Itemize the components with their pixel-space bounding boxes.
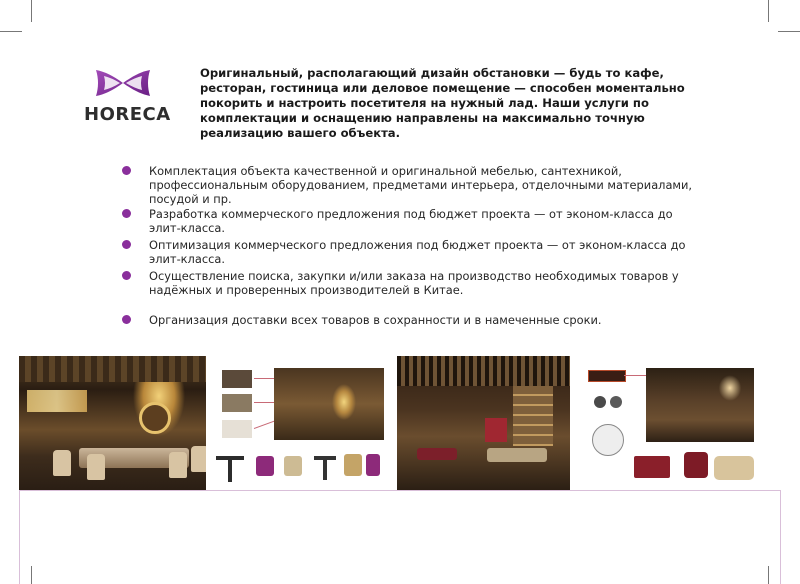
crop-mark xyxy=(31,0,32,22)
horeca-bowtie-logo-icon xyxy=(94,66,152,100)
brand-logo xyxy=(84,66,171,125)
bullet-dot-icon xyxy=(122,209,131,218)
bullet-dot-icon xyxy=(122,271,131,280)
feature-text: Оптимизация коммерческого предложения под бюджет проекта — от эконом-класса до элит-класса. xyxy=(149,238,686,266)
crop-mark xyxy=(778,31,800,32)
brand-name: HORECA xyxy=(84,104,171,125)
page-frame xyxy=(19,490,781,584)
list-item xyxy=(122,164,702,206)
bullet-dot-icon xyxy=(122,315,131,324)
interior-moodboard-collage xyxy=(206,356,386,490)
list-item xyxy=(122,313,702,327)
crop-mark xyxy=(768,0,769,22)
lounge-interior-photo xyxy=(397,356,570,490)
feature-text: Осуществление поиска, закупки и/или заказа на производство необходимых товаров у надёжных и проверенных производителей в Китае. xyxy=(149,269,679,297)
list-item xyxy=(122,238,702,266)
bullet-dot-icon xyxy=(122,166,131,175)
list-item xyxy=(122,207,702,235)
list-item xyxy=(122,269,702,297)
crop-mark xyxy=(0,31,22,32)
feature-text: Разработка коммерческого предложения под бюджет проекта — от эконом-класса до элит-класса. xyxy=(149,207,673,235)
intro-paragraph: Оригинальный, располагающий дизайн обстановки — будь то кафе, ресторан, гостиница или деловое помещение — способен моментально покорить и настроить посетителя на нужный лад. Наши услуги по комплектации и оснащению направлены на максимально точную реализацию вашего объекта. xyxy=(200,66,685,140)
furniture-selection-collage xyxy=(580,356,758,490)
feature-text: Организация доставки всех товаров в сохранности и в намеченные сроки. xyxy=(149,313,602,327)
bullet-dot-icon xyxy=(122,240,131,249)
restaurant-interior-photo xyxy=(19,356,206,490)
feature-text: Комплектация объекта качественной и оригинальной мебелью, сантехникой, профессиональным оборудованием, предметами интерьера, отделочными материалами, посудой и пр. xyxy=(149,164,693,206)
